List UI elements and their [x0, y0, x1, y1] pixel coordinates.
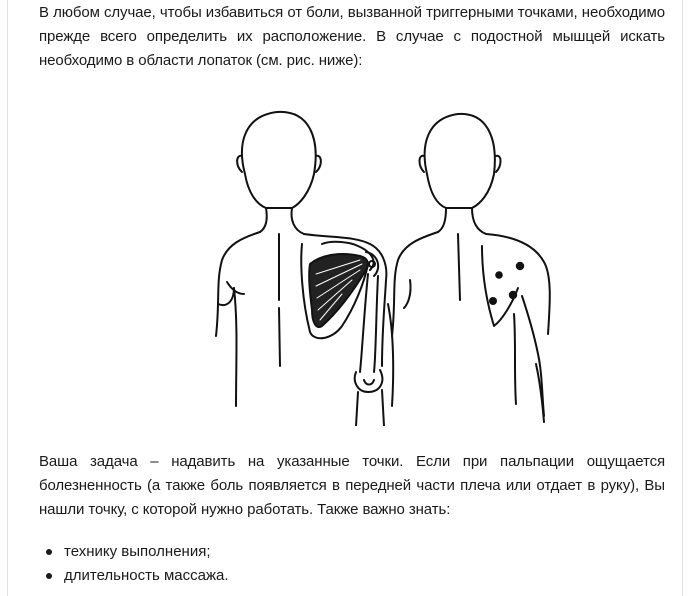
list-item: [39, 540, 229, 564]
task-paragraph: Ваша задача – надавить на указанные точки. Если при пальпации ощущается болезненность (а также боль появляется в передней части плеча или отдает в руку), Вы нашли точку, с которой нужно работать. Также важно знать:: [39, 453, 665, 518]
list-item: [39, 564, 229, 588]
bullet-list: [39, 540, 229, 588]
bullet-icon: [46, 549, 52, 555]
back-anatomy-infraspinatus-muscle-icon: [216, 112, 393, 426]
trigger-points-figure: [182, 104, 552, 426]
back-trigger-points-icon: [392, 114, 550, 422]
list-item-text: технику выполнения;: [64, 543, 211, 560]
bullet-icon: [46, 573, 52, 579]
list-item-text: длительность массажа.: [64, 567, 229, 584]
intro-paragraph: В любом случае, чтобы избавиться от боли, вызванной триггерными точками, необходимо прежде всего определить их расположение. В случае с подостной мышцей искать необходимо в области лопаток (см. рис. ниже):: [39, 4, 665, 69]
